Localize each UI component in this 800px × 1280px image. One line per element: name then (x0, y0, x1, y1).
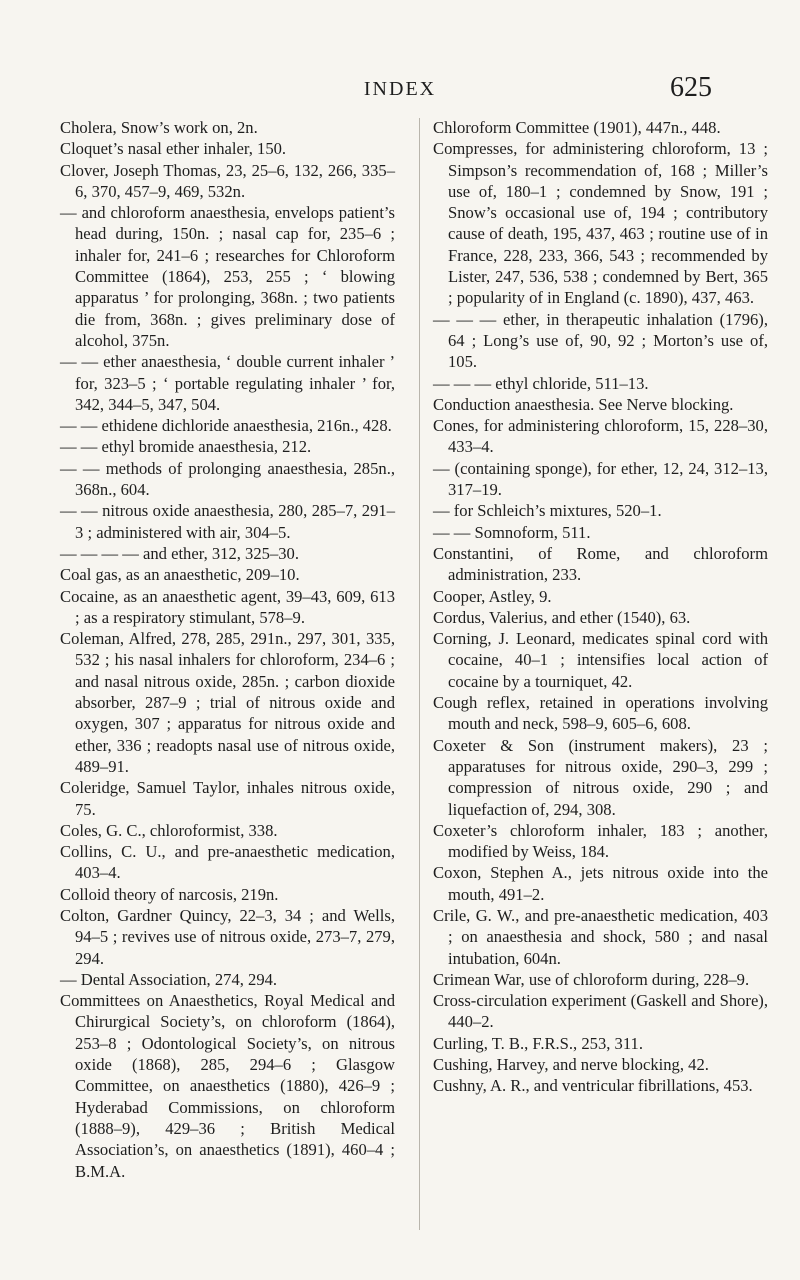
index-entry: — — nitrous oxide anaesthesia, 280, 285–7, 291–3 ; administered with air, 304–5. (60, 501, 395, 542)
index-entry: Cocaine, as an anaesthetic agent, 39–43, 609, 613 ; as a respiratory stimulant, 578–9. (60, 586, 395, 627)
page-header (0, 70, 800, 110)
index-entry: — — — — and ether, 312, 325–30. (60, 543, 299, 563)
index-entry: — for Schleich’s mixtures, 520–1. (433, 501, 662, 521)
index-entry: — and chloroform anaesthesia, envelops patient’s head during, 150n. ; nasal cap for, 235–6 ; inhaler for, 241–6 ; researches for Chloroform Committee (1864), 253, 255 ; ‘ blowing apparatus ’ for prolonging, 368n. ; two patients die from, 368n. ; gives preliminary dose of alcohol, 375n. (60, 203, 395, 350)
index-entry: Corning, J. Leonard, medicates spinal cord with cocaine, 40–1 ; intensifies local action of cocaine by a tourniquet, 42. (433, 629, 768, 691)
index-entry: Coxeter’s chloroform inhaler, 183 ; another, modified by Weiss, 184. (433, 820, 768, 862)
index-entry: Colton, Gardner Quincy, 22–3, 34 ; and Wells, 94–5 ; revives use of nitrous oxide, 273–7, 279, 294. (60, 905, 395, 968)
index-entry: Coleman, Alfred, 278, 285, 291n., 297, 301, 335, 532 ; his nasal inhalers for chloroform, 234–6 ; and nasal nitrous oxide, 285n. ; carbon dioxide absorber, 287–9 ; trial of nitrous oxide and oxygen, 307 ; apparatus for nitrous oxide and ether, 336 ; readopts nasal use of nitrous oxide, 489–91. (60, 629, 395, 776)
index-entry: Crimean War, use of chloroform during, 228–9. (433, 969, 750, 989)
index-entry: Cloquet’s nasal ether inhaler, 150. (60, 139, 287, 159)
index-entry: — — — ether, in therapeutic inhalation (1796), 64 ; Long’s use of, 90, 92 ; Morton’s use of, 105. (433, 309, 768, 372)
index-entry: Chloroform Committee (1901), 447n., 448. (433, 118, 721, 137)
index-entry: Coal gas, as an anaesthetic, 209–10. (60, 565, 300, 585)
page-title: INDEX (363, 78, 437, 100)
index-entry: — — ether anaesthesia, ‘ double current inhaler ’ for, 323–5 ; ‘ portable regulating inhaler ’ for, 342, 344–5, 347, 504. (60, 352, 395, 414)
index-entry: Conduction anaesthesia. See Nerve blocking. (433, 394, 734, 414)
index-entry: Crile, G. W., and pre-anaesthetic medication, 403 ; on anaesthesia and shock, 580 ; and nasal intubation, 604n. (433, 905, 768, 968)
index-entry: Coles, G. C., chloroformist, 338. (60, 820, 278, 840)
index-entry: Curling, T. B., F.R.S., 253, 311. (433, 1033, 643, 1053)
index-entry: Cones, for administering chloroform, 15, 228–30, 433–4. (433, 416, 768, 457)
index-entry: Cushny, A. R., and ventricular fibrillations, 453. (433, 1076, 753, 1096)
index-entry: Cough reflex, retained in operations involving mouth and neck, 598–9, 605–6, 608. (433, 693, 768, 734)
index-entry: Cushing, Harvey, and nerve blocking, 42. (433, 1055, 709, 1075)
index-entry: Coxon, Stephen A., jets nitrous oxide into the mouth, 491–2. (433, 863, 768, 904)
index-entry: Cooper, Astley, 9. (433, 586, 552, 606)
index-entry: Cholera, Snow’s work on, 2n. (60, 118, 258, 137)
index-column-right (433, 117, 768, 1097)
index-entry: Compresses, for administering chloroform, 13 ; Simpson’s recommendation of, 168 ; Miller’s use of, 180–1 ; condemned by Snow, 191 ; Snow’s occasional use of, 194 ; contributory cause of death, 195, 437, 463 ; routine use of in France, 228, 233, 366, 543 ; recommended by Lister, 247, 536, 538 ; condemned by Bert, 365 ; popularity of in England (c. 1890), 437, 463. (433, 139, 768, 308)
index-entry: — — ethyl bromide anaesthesia, 212. (60, 437, 312, 457)
index-entry: Colloid theory of narcosis, 219n. (60, 884, 279, 904)
page-number: 625 (670, 72, 712, 103)
index-entry: Coxeter & Son (instrument makers), 23 ; apparatuses for nitrous oxide, 290–3, 299 ; compression of nitrous oxide, 290 ; and liquefaction of, 294, 308. (433, 735, 768, 819)
index-entry: Coleridge, Samuel Taylor, inhales nitrous oxide, 75. (60, 778, 395, 819)
index-entry: Cross-circulation experiment (Gaskell and Shore), 440–2. (433, 991, 768, 1032)
index-entry: Collins, C. U., and pre-anaesthetic medication, 403–4. (60, 842, 395, 883)
index-column-left (60, 117, 395, 1182)
index-entry: Constantini, of Rome, and chloroform administration, 233. (433, 543, 768, 585)
column-divider (419, 118, 420, 1230)
index-entry: — — ethidene dichloride anaesthesia, 216n., 428. (60, 416, 392, 436)
index-entry: Committees on Anaesthetics, Royal Medical and Chirurgical Society’s, on chloroform (1864), 253–8 ; Odontological Society’s, on nitrous oxide (1868), 285, 294–6 ; Glasgow Committee, on anaesthetics (1880), 426–9 ; Hyderabad Commissions, on chloroform (1888–9), 429–36 ; British Medical Association’s, on anaesthetics (1891), 460–4 ; B.M.A. (60, 991, 395, 1181)
index-entry: — — Somnoform, 511. (433, 522, 591, 542)
index-entry: — (containing sponge), for ether, 12, 24, 312–13, 317–19. (433, 458, 768, 500)
index-entry: Cordus, Valerius, and ether (1540), 63. (433, 607, 691, 627)
index-entry: — — — ethyl chloride, 511–13. (433, 373, 649, 393)
index-entry: Clover, Joseph Thomas, 23, 25–6, 132, 266, 335–6, 370, 457–9, 469, 532n. (60, 160, 395, 201)
index-entry: — Dental Association, 274, 294. (60, 969, 278, 989)
index-entry: — — methods of prolonging anaesthesia, 285n., 368n., 604. (60, 458, 395, 500)
